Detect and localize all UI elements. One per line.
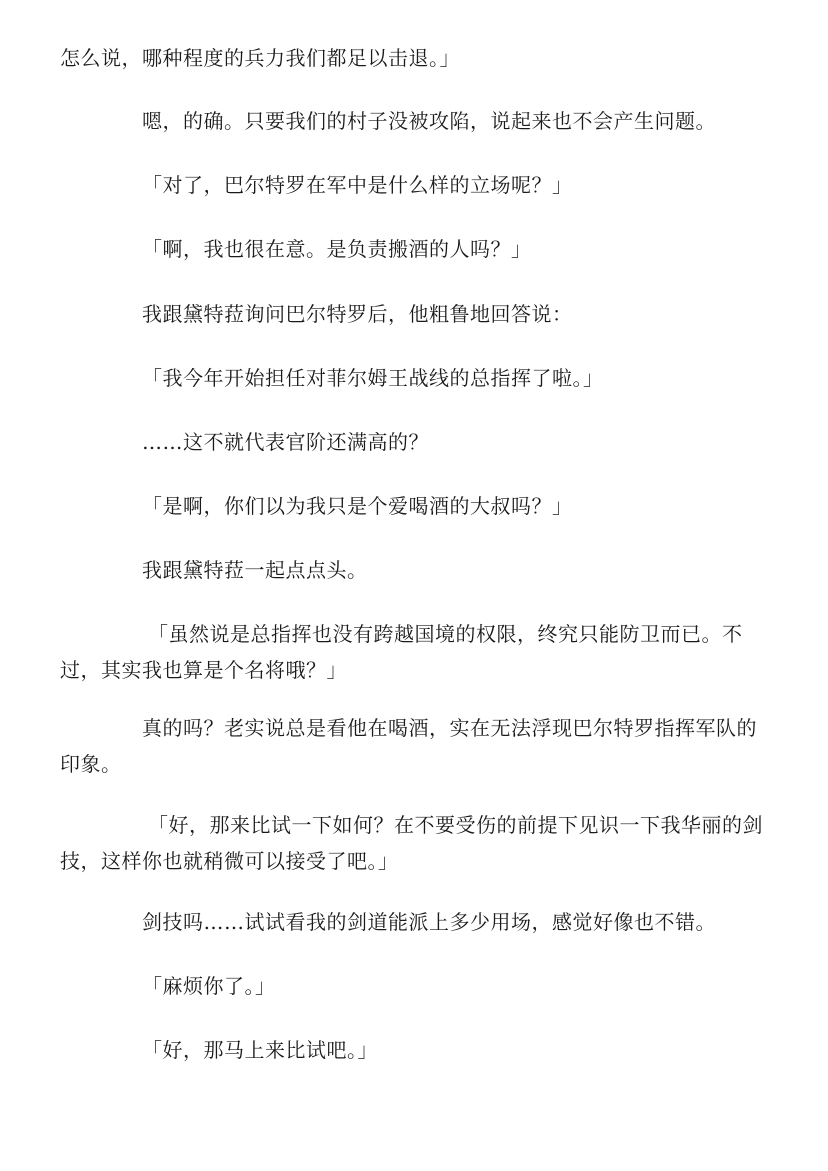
paragraph: 剑技吗……试试看我的剑道能派上多少用场，感觉好像也不错。 [142,910,716,934]
paragraph: 我跟黛特菈一起点点头。 [142,558,368,582]
paragraph: 「好，那来比试一下如何？在不要受伤的前提下见识一下我华丽的剑技，这样你也就稍微可以接受了吧。」 [60,813,763,873]
paragraph: 真的吗？老实说总是看他在喝酒，实在无法浮现巴尔特罗指挥军队的印象。 [60,716,757,776]
paragraph: 「虽然说是总指挥也没有跨越国境的权限，终究只能防卫而已。不过，其实我也算是个名将哦？」 [60,622,743,682]
paragraph: 怎么说，哪种程度的兵力我们都足以击退。」 [60,46,460,70]
paragraph: 「啊，我也很在意。是负责搬酒的人吗？」 [142,237,532,261]
paragraph: 「我今年开始担任对菲尔姆王战线的总指挥了啦。」 [142,366,604,390]
paragraph: 「对了，巴尔特罗在军中是什么样的立场呢？」 [142,173,573,197]
paragraph: 「好，那马上来比试吧。」 [142,1038,378,1062]
paragraph: 我跟黛特菈询问巴尔特罗后，他粗鲁地回答说： [142,302,573,326]
paragraph: 「麻烦你了。」 [142,974,276,998]
paragraph: 「是啊，你们以为我只是个爱喝酒的大叔吗？」 [142,494,573,518]
paragraph: 嗯，的确。只要我们的村子没被攻陷，说起来也不会产生问题。 [142,109,716,133]
paragraph: ……这不就代表官阶还满高的？ [142,430,429,454]
